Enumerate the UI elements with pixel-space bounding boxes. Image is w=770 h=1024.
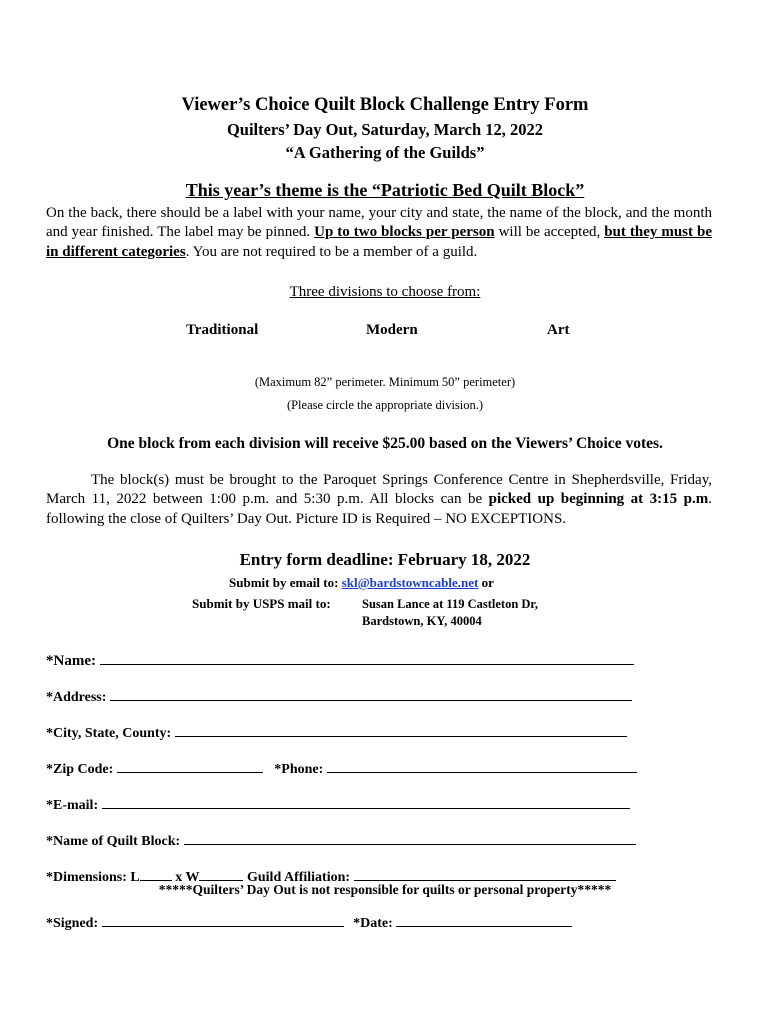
mail-address-line1: Susan Lance at 119 Castleton Dr, bbox=[362, 597, 538, 611]
instructions-paragraph bbox=[46, 204, 712, 262]
city-field[interactable] bbox=[46, 722, 627, 742]
address-field[interactable] bbox=[46, 686, 632, 706]
email-submit-label: Submit by email to: bbox=[229, 575, 339, 590]
signature-row bbox=[46, 912, 572, 932]
signed-input-line[interactable] bbox=[102, 912, 344, 927]
divisions-heading: Three divisions to choose from: bbox=[289, 284, 481, 300]
event-tagline: “A Gathering of the Guilds” bbox=[285, 143, 485, 162]
date-label: *Date: bbox=[353, 916, 393, 931]
email-input-line[interactable] bbox=[102, 794, 630, 809]
email-link[interactable]: skl@bardstowncable.net bbox=[341, 575, 479, 590]
circle-note: (Please circle the appropriate division.) bbox=[286, 398, 484, 412]
zip-label: *Zip Code: bbox=[46, 762, 114, 777]
city-input-line[interactable] bbox=[175, 722, 627, 737]
form-title: Viewer’s Choice Quilt Block Challenge Entry Form bbox=[181, 95, 589, 115]
deadline-heading: Entry form deadline: February 18, 2022 bbox=[239, 550, 531, 569]
divisions-list bbox=[0, 322, 770, 342]
quilt-name-input-line[interactable] bbox=[184, 830, 636, 845]
pickup-text: picked up beginning at 3:15 p.m bbox=[488, 491, 709, 508]
liability-notice: *****Quilters’ Day Out is not responsible for quilts or personal property***** bbox=[158, 882, 612, 897]
division-traditional[interactable]: Traditional bbox=[186, 322, 259, 338]
email-label: *E-mail: bbox=[46, 798, 99, 813]
perimeter-note: (Maximum 82” perimeter. Minimum 50” perimeter) bbox=[254, 375, 516, 389]
dimensions-l-input-line[interactable] bbox=[140, 866, 172, 881]
dimensions-w-label: x W bbox=[171, 870, 200, 885]
dropoff-part2: . following the close of Quilters’ Day Out. Picture ID is Required – NO EXCEPTIONS. bbox=[46, 491, 712, 527]
mail-address-line2: Bardstown, KY, 40004 bbox=[362, 614, 482, 628]
signed-label: *Signed: bbox=[46, 916, 99, 931]
quilt-name-label: *Name of Quilt Block: bbox=[46, 834, 181, 849]
prize-statement: One block from each division will receive $25.00 based on the Viewers’ Choice votes. bbox=[107, 435, 663, 452]
guild-label: Guild Affiliation: bbox=[243, 870, 351, 885]
email-submit-row bbox=[229, 575, 494, 591]
phone-label: *Phone: bbox=[274, 762, 324, 777]
dropoff-paragraph bbox=[46, 471, 712, 529]
zip-phone-row bbox=[46, 758, 637, 778]
block-limit-text: Up to two blocks per person bbox=[314, 224, 495, 241]
instructions-part1: On the back, there should be a label with your name, your city and state, the name of the block, and the month and year finished. The label may be pinned. bbox=[46, 205, 712, 241]
name-input-line[interactable] bbox=[100, 650, 634, 665]
guild-input-line[interactable] bbox=[354, 866, 616, 881]
email-or: or bbox=[478, 575, 494, 590]
instructions-part2: will be accepted, bbox=[494, 224, 605, 241]
email-field[interactable] bbox=[46, 794, 630, 814]
address-input-line[interactable] bbox=[110, 686, 632, 701]
quilt-name-field[interactable] bbox=[46, 830, 636, 850]
event-subtitle: Quilters’ Day Out, Saturday, March 12, 2022 bbox=[226, 120, 544, 139]
theme-heading: This year’s theme is the “Patriotic Bed Quilt Block” bbox=[185, 180, 585, 200]
address-label: *Address: bbox=[46, 690, 107, 705]
dimensions-l-label: *Dimensions: L bbox=[46, 870, 140, 885]
name-label: *Name: bbox=[46, 653, 96, 669]
dimensions-w-input-line[interactable] bbox=[199, 866, 243, 881]
instructions-part3: . You are not required to be a member of a guild. bbox=[185, 243, 478, 260]
zip-input-line[interactable] bbox=[117, 758, 263, 773]
categories-text: but they must be in different categories bbox=[46, 224, 712, 260]
mail-submit-label: Submit by USPS mail to: bbox=[192, 596, 331, 611]
city-label: *City, State, County: bbox=[46, 726, 172, 741]
dropoff-part1: The block(s) must be brought to the Paroquet Springs Conference Centre in Shepherdsville, Friday, March 11, 2022 between 1:00 p.m. and 5:30 p.m. All blocks can be bbox=[46, 472, 712, 508]
division-art[interactable]: Art bbox=[547, 322, 570, 338]
date-input-line[interactable] bbox=[396, 912, 572, 927]
name-field[interactable] bbox=[46, 650, 634, 670]
phone-input-line[interactable] bbox=[327, 758, 637, 773]
division-modern[interactable]: Modern bbox=[366, 322, 418, 338]
